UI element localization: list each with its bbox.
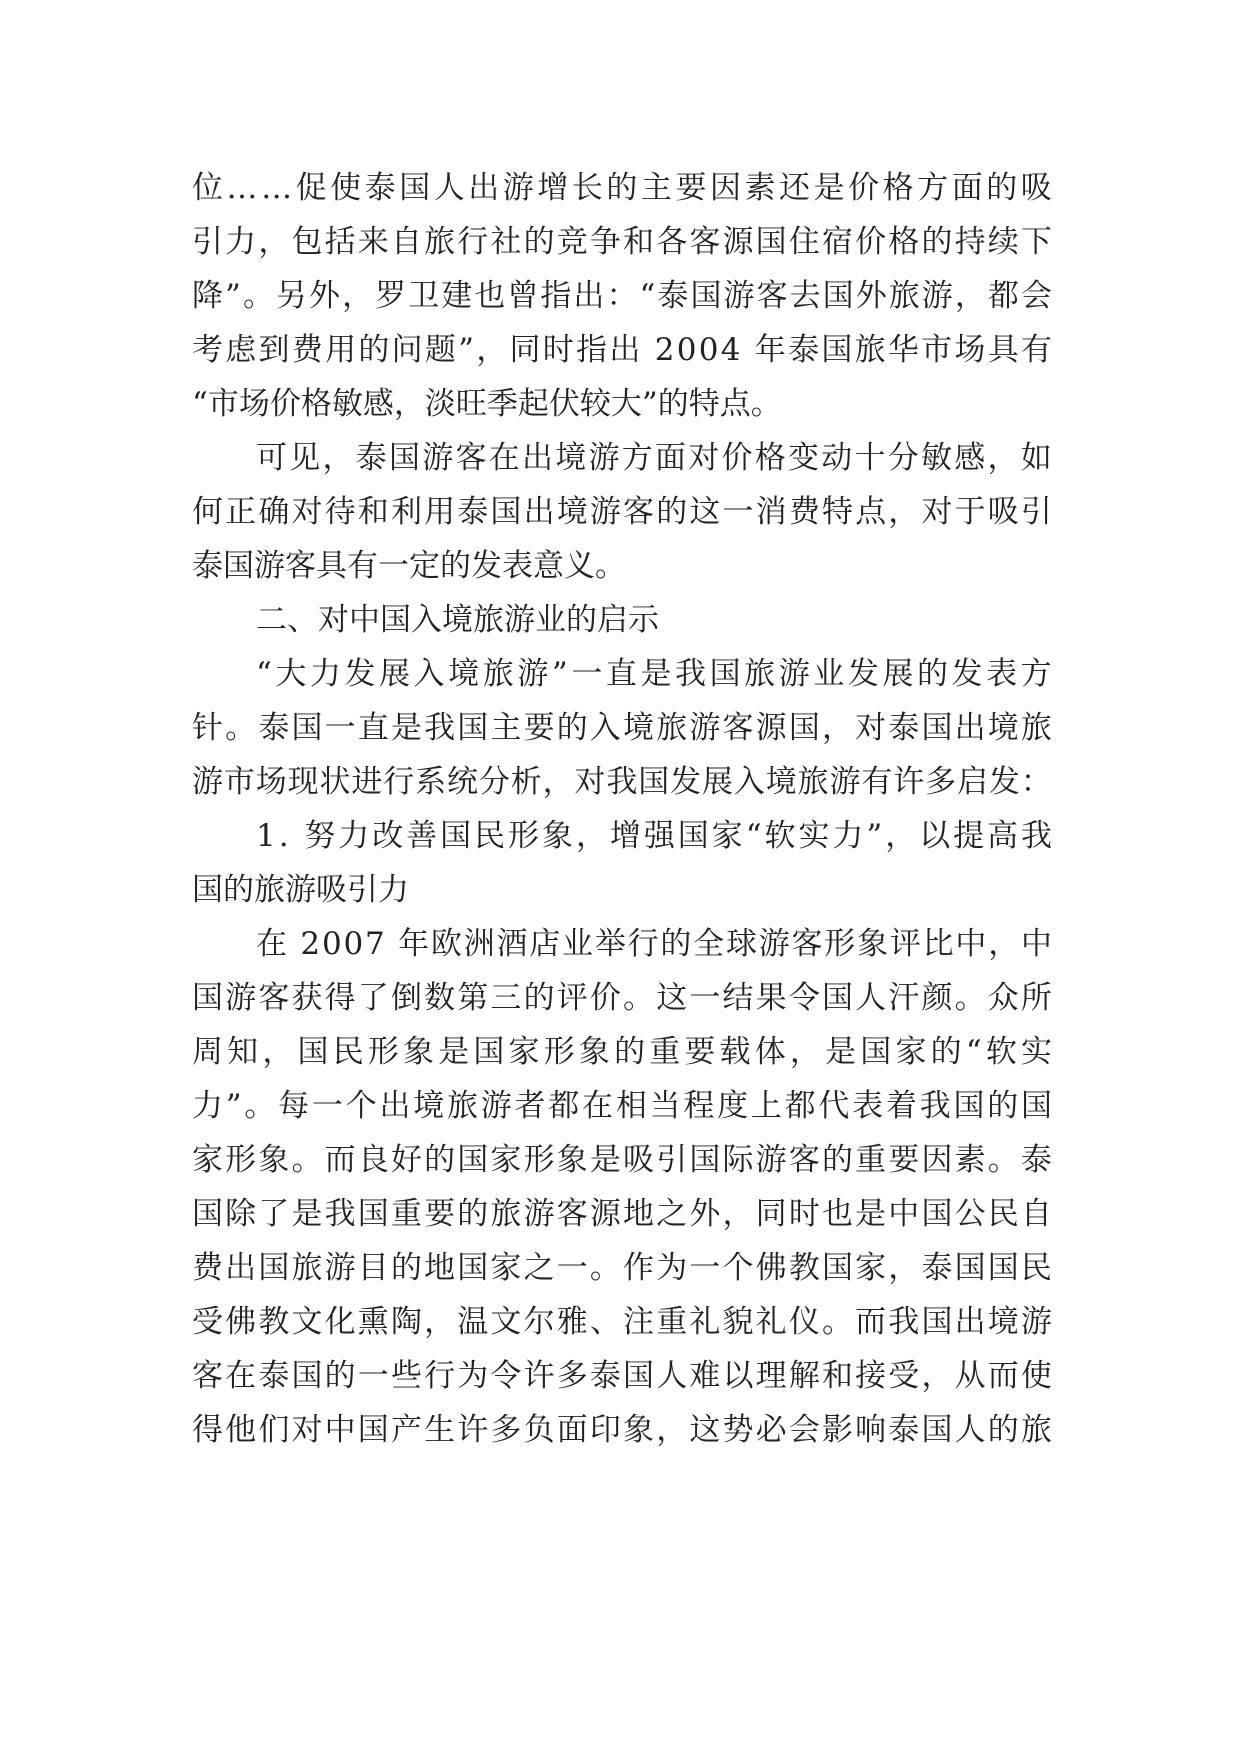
subsection-heading-cont: 国的旅游吸引力 (192, 872, 409, 908)
paragraph-first-line: “ 大 力 发 展 入 境 旅 游 ” 一 直 是 我 国 旅 游 业 发 展 的 发 表 方 (256, 656, 1052, 692)
text-line: 得 他 们 对 中 国 产 生 许 多 负 面 印 象 ， 这 势 必 会 影 响 泰 国 人 的 旅 (192, 1412, 1052, 1448)
text-line: 周 知 ， 国 民 形 象 是 国 家 形 象 的 重 要 载 体 ， 是 国 家 的 “ 软 实 (192, 1034, 1052, 1070)
text-line: 位 … … 促 使 泰 国 人 出 游 增 长 的 主 要 因 素 还 是 价 格 方 面 的 吸 (192, 170, 1052, 206)
text-line: 力 ” 。 每 一 个 出 境 旅 游 者 都 在 相 当 程 度 上 都 代 表 着 我 国 的 国 (192, 1088, 1052, 1124)
text-line: 考 虑 到 费 用 的 问 题 ” ， 同 时 指 出 2 0 0 4 年 泰 国 旅 华 市 场 具 有 (192, 332, 1052, 368)
paragraph-first-line: 在 2 0 0 7 年 欧 洲 酒 店 业 举 行 的 全 球 游 客 形 象 评 比 中 ， 中 (256, 926, 1052, 962)
text-line: 降 ” 。 另 外 ， 罗 卫 建 也 曾 指 出 ： “ 泰 国 游 客 去 国 外 旅 游 ， 都 会 (192, 278, 1052, 314)
text-line: 泰国游客具有一定的发表意义。 (192, 548, 626, 584)
text-line: 国 游 客 获 得 了 倒 数 第 三 的 评 价 。 这 一 结 果 令 国 人 汗 颜 。 众 所 (192, 980, 1052, 1016)
text-line: 费 出 国 旅 游 目 的 地 国 家 之 一 。 作 为 一 个 佛 教 国 家 ， 泰 国 国 民 (192, 1250, 1052, 1286)
text-line: 引 力 ， 包 括 来 自 旅 行 社 的 竞 争 和 各 客 源 国 住 宿 价 格 的 持 续 下 (192, 224, 1052, 260)
text-line: 国 除 了 是 我 国 重 要 的 旅 游 客 源 地 之 外 ， 同 时 也 是 中 国 公 民 自 (192, 1196, 1052, 1232)
subsection-heading: 1 . 努 力 改 善 国 民 形 象 ， 增 强 国 家 “ 软 实 力 ” ， 以 提 高 我 (256, 818, 1052, 854)
text-line: 家 形 象 。 而 良 好 的 国 家 形 象 是 吸 引 国 际 游 客 的 重 要 因 素 。 泰 (192, 1142, 1052, 1178)
text-line: 受 佛 教 文 化 熏 陶 ， 温 文 尔 雅 、 注 重 礼 貌 礼 仪 。 而 我 国 出 境 游 (192, 1304, 1052, 1340)
text-line: 何 正 确 对 待 和 利 用 泰 国 出 境 游 客 的 这 一 消 费 特 点 ， 对 于 吸 引 (192, 494, 1052, 530)
text-line: “市场价格敏感，淡旺季起伏较大”的特点。 (192, 386, 782, 422)
section-heading: 二、对中国入境旅游业的启示 (256, 602, 659, 638)
text-line: 游 市 场 现 状 进 行 系 统 分 析 ， 对 我 国 发 展 入 境 旅 游 有 许 多 启 发 ： (192, 764, 1052, 800)
text-line: 客 在 泰 国 的 一 些 行 为 令 许 多 泰 国 人 难 以 理 解 和 接 受 ， 从 而 使 (192, 1358, 1052, 1394)
text-line: 针 。 泰 国 一 直 是 我 国 主 要 的 入 境 旅 游 客 源 国 ， 对 泰 国 出 境 旅 (192, 710, 1052, 746)
paragraph-first-line: 可 见 ， 泰 国 游 客 在 出 境 游 方 面 对 价 格 变 动 十 分 敏 感 ， 如 (256, 440, 1052, 476)
